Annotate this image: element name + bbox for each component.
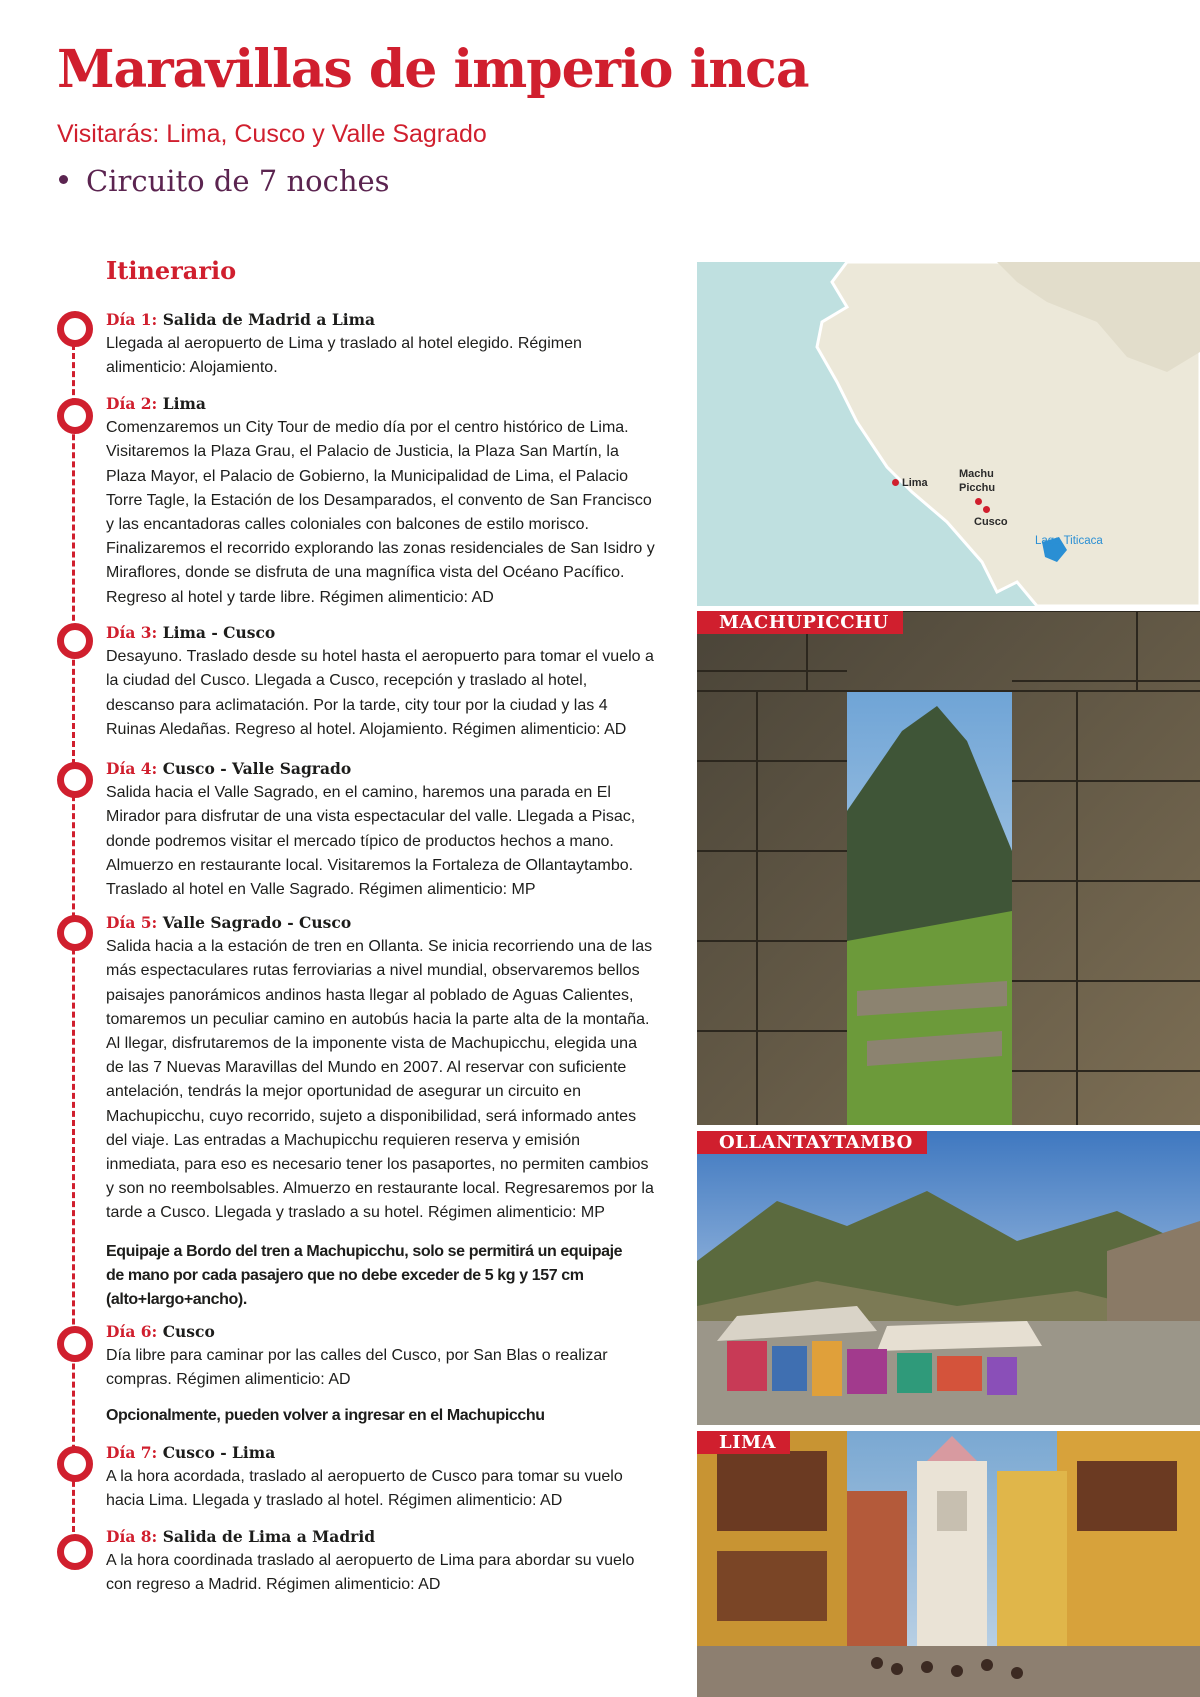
- map-label-lago-titicaca: Lago Titicaca: [1035, 535, 1103, 547]
- day-8-label: Día 8:: [106, 1527, 158, 1546]
- day-1-heading: [106, 308, 658, 332]
- optional-note: Opcionalmente, pueden volver a ingresar en el Machupicchu: [106, 1407, 545, 1424]
- day-8-heading: [106, 1525, 658, 1549]
- page-subtitle: Visitarás: Lima, Cusco y Valle Sagrado: [57, 120, 487, 148]
- day-7-text: A la hora acordada, traslado al aeropuerto de Cusco para tomar su vuelo hacia Lima. Llegada y traslado al hotel. Régimen alimenticio: AD: [106, 1468, 623, 1510]
- day-7-heading: [106, 1441, 658, 1465]
- day-7-title: Cusco - Lima: [162, 1443, 276, 1462]
- day-6-label: Día 6:: [106, 1322, 158, 1341]
- day-5-heading: [106, 911, 658, 935]
- machupicchu-image: [697, 611, 1200, 1125]
- day-1: [106, 308, 658, 381]
- day-4-heading: [106, 757, 658, 781]
- day-7-label: Día 7:: [106, 1443, 158, 1462]
- day-8-text: A la hora coordinada traslado al aeropuerto de Lima para abordar su vuelo con regreso a Madrid. Régimen alimenticio: AD: [106, 1552, 635, 1594]
- ollantaytambo-image: [697, 1131, 1200, 1425]
- photo-label-ollantaytambo: OLLANTAYTAMBO: [697, 1131, 927, 1154]
- lima-marker-icon: [892, 479, 899, 486]
- day-4: [106, 757, 658, 902]
- peru-map: [697, 262, 1200, 606]
- day-7: [106, 1441, 658, 1514]
- day-2-label: Día 2:: [106, 394, 158, 413]
- day-6-heading: [106, 1320, 658, 1344]
- day-1-label: Día 1:: [106, 310, 158, 329]
- circuit-label: Circuito de 7 noches: [86, 164, 390, 198]
- day-1-title: Salida de Madrid a Lima: [162, 310, 376, 329]
- luggage-note: Equipaje a Bordo del tren a Machupicchu, solo se permitirá un equipaje de mano por cada pasajero que no debe exceder de 5 kg y 157 cm (alto+largo+ancho).: [106, 1243, 623, 1309]
- map-label-lima: Lima: [902, 477, 928, 489]
- timeline-marker-icon: [57, 398, 93, 434]
- timeline-marker-icon: [57, 1446, 93, 1482]
- timeline-marker-icon: [57, 915, 93, 951]
- timeline-marker-icon: [57, 762, 93, 798]
- day-4-text: Salida hacia el Valle Sagrado, en el camino, haremos una parada en El Mirador para disfrutar de una vista espectacular del valle. Llegada a Pisac, donde podremos visitar el mercado típico de productos hechos a mano. Almuerzo en restaurante local. Visitaremos la Fortaleza de Ollantaytambo. Traslado al hotel en Valle Sagrado. Régimen alimenticio: MP: [106, 784, 636, 899]
- day-1-text: Llegada al aeropuerto de Lima y traslado al hotel elegido. Régimen alimenticio: Alojamiento.: [106, 335, 582, 377]
- timeline-marker-icon: [57, 1534, 93, 1570]
- day-6-title: Cusco: [162, 1322, 215, 1341]
- timeline-marker-icon: [57, 1326, 93, 1362]
- page-title: Maravillas de imperio inca: [57, 39, 809, 100]
- lima-image: [697, 1431, 1200, 1697]
- peru-map-shape: [697, 262, 1200, 606]
- photo-label-lima: LIMA: [697, 1431, 790, 1454]
- day-3-text: Desayuno. Traslado desde su hotel hasta el aeropuerto para tomar el vuelo a la ciudad del Cusco. Llegada a Cusco, recepción y traslado al hotel, descanso para aclimatación. Por la tarde, city tour por la ciudad y las 4 Ruinas Aledañas. Regreso al hotel. Alojamiento. Régimen alimenticio: AD: [106, 648, 654, 738]
- cusco-marker-icon: [983, 506, 990, 513]
- day-3: [106, 621, 658, 742]
- machu-picchu-marker-icon: [975, 498, 982, 505]
- photo-ollantaytambo: [697, 1131, 1200, 1425]
- day-5-text: Salida hacia a la estación de tren en Ollanta. Se inicia recorriendo una de las más espectaculares rutas ferroviarias a nivel mundial, observaremos bellos paisajes panorámicos andinos hasta llegar al poblado de Aguas Calientes, tomaremos un peculiar camino en autobús hacia la parte alta de la montaña. Al llegar, disfrutaremos de la imponente vista de Machupicchu, elegida una de las 7 Nuevas Maravillas del Mundo en 2007. Al reservar con suficiente antelación, tendrás la mejor oportunidad de asegurar un circuito en Machupicchu, cuyo recorrido, sujeto a disponibilidad, será informado antes del viaje. Las entradas a Machupicchu requieren reserva y emisión inmediata, para eso es necesario tener los pasaportes, no permiten cambios y son no reembolsables. Almuerzo en restaurante local. Regresaremos por la tarde a Cusco. Llegada y traslado a su hotel. Régimen alimenticio: MP: [106, 938, 654, 1222]
- day-5-title: Valle Sagrado - Cusco: [162, 913, 352, 932]
- day-2-text: Comenzaremos un City Tour de medio día por el centro histórico de Lima. Visitaremos la Plaza Grau, el Palacio de Justicia, la Plaza San Martín, la Plaza Mayor, el Palacio de Gobierno, la Municipalidad de Lima, el Palacio Torre Tagle, la Estación de los Desamparados, el convento de San Francisco y las encantadoras calles coloniales con balcones de estilo morisco. Finalizaremos el recorrido explorando las zonas residenciales de San Isidro y Miraflores, donde se disfruta de una magnífica vista del Océano Pacífico. Regreso al hotel y tarde libre. Régimen alimenticio: AD: [106, 419, 655, 606]
- map-label-machu-picchu: Machu Picchu: [959, 468, 996, 494]
- day-6: [106, 1320, 658, 1393]
- day-3-label: Día 3:: [106, 623, 158, 642]
- timeline-marker-icon: [57, 623, 93, 659]
- day-4-title: Cusco - Valle Sagrado: [162, 759, 352, 778]
- day-2: [106, 392, 658, 610]
- map-label-cusco: Cusco: [974, 516, 1008, 528]
- day-6-text: Día libre para caminar por las calles del Cusco, por San Blas o realizar compras. Régimen alimenticio: AD: [106, 1347, 608, 1389]
- itinerary-heading: Itinerario: [106, 256, 237, 285]
- photo-machupicchu: [697, 611, 1200, 1125]
- circuit-duration: [57, 164, 390, 198]
- day-4-label: Día 4:: [106, 759, 158, 778]
- day-2-heading: [106, 392, 658, 416]
- day-2-title: Lima: [162, 394, 206, 413]
- day-8-title: Salida de Lima a Madrid: [162, 1527, 376, 1546]
- bullet-icon: [59, 175, 68, 184]
- photo-lima: [697, 1431, 1200, 1697]
- day-3-title: Lima - Cusco: [162, 623, 276, 642]
- timeline-marker-icon: [57, 311, 93, 347]
- day-3-heading: [106, 621, 658, 645]
- day-8: [106, 1525, 658, 1598]
- photo-label-machupicchu: MACHUPICCHU: [697, 611, 903, 634]
- day-5: [106, 911, 658, 1226]
- day-5-label: Día 5:: [106, 913, 158, 932]
